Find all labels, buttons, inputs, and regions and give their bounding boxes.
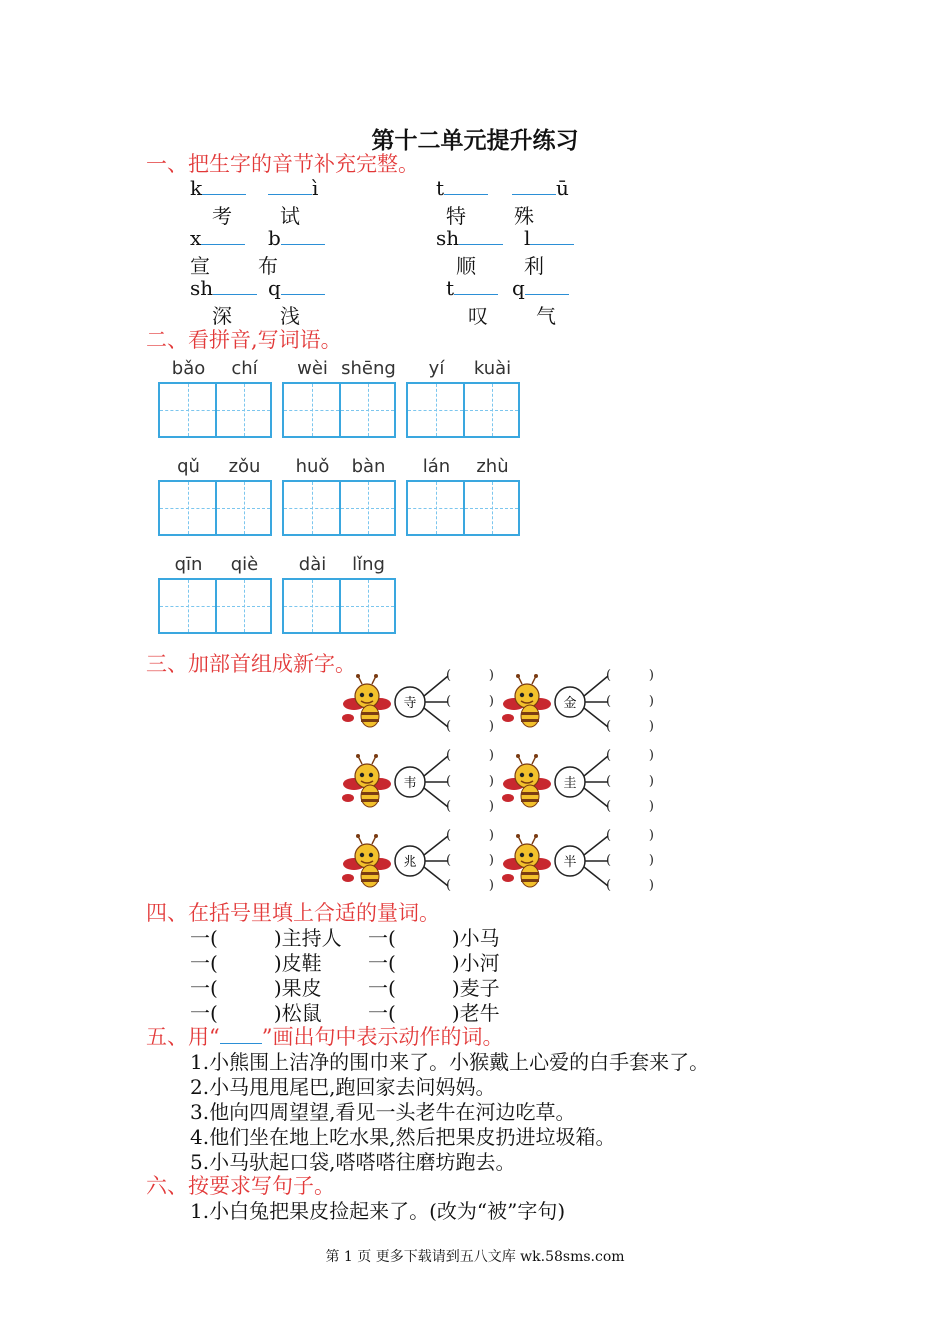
sentence-item: 1.小熊围上洁净的围巾来了。小猴戴上心爱的白手套来了。: [190, 1050, 710, 1074]
answer-blank[interactable]: [201, 226, 245, 245]
radical-group: [502, 834, 608, 887]
base-character: 金: [563, 696, 577, 711]
rewrite-prompt: 1.小白兔把果皮捡起来了。(改为“被”字句): [190, 1199, 566, 1223]
answer-parens[interactable]: ( ): [606, 828, 654, 843]
base-character: 韦: [403, 776, 417, 791]
answer-parens[interactable]: ( ): [606, 878, 654, 893]
hanzi: 深: [212, 304, 232, 328]
answer-blank[interactable]: [281, 276, 325, 295]
writing-grid[interactable]: [158, 578, 272, 634]
writing-grid[interactable]: [406, 382, 520, 438]
pinyin-label: dài: [298, 554, 327, 575]
section-1-heading: 一、把生字的音节补充完整。: [146, 152, 419, 176]
writing-grid[interactable]: [282, 578, 396, 634]
syllable-item: q: [268, 276, 325, 300]
measure-item: 一( )主持人: [190, 926, 342, 950]
sentence-item: 5.小马驮起口袋,嗒嗒嗒往磨坊跑去。: [190, 1150, 516, 1174]
radical-group: [502, 754, 608, 807]
bee-icon: [342, 834, 391, 887]
pinyin-label: qiè: [230, 554, 259, 575]
answer-parens[interactable]: ( ): [606, 799, 654, 814]
radical-group: [502, 674, 608, 727]
pinyin-label: lǐng: [352, 554, 385, 575]
answer-parens[interactable]: ( ): [446, 719, 494, 734]
pinyin-label: qīn: [174, 554, 203, 575]
answer-blank[interactable]: [213, 276, 257, 295]
syllable-item: l: [524, 226, 574, 250]
pinyin-label: yí: [428, 358, 445, 379]
page-footer: 第 1 页 更多下载请到五八文库 wk.58sms.com: [325, 1249, 625, 1265]
syllable-item: b: [268, 226, 325, 250]
pinyin-label: zhù: [476, 456, 509, 477]
sentence-item: 2.小马甩甩尾巴,跑回家去问妈妈。: [190, 1075, 496, 1099]
answer-parens[interactable]: ( ): [606, 668, 654, 683]
measure-item: 一( )麦子: [368, 976, 500, 1000]
answer-blank[interactable]: [512, 176, 556, 195]
answer-parens[interactable]: ( ): [606, 719, 654, 734]
writing-grid[interactable]: [158, 382, 272, 438]
syllable-item: q: [512, 276, 569, 300]
syllable-item: ū: [512, 176, 569, 200]
base-character: 兆: [403, 855, 417, 870]
hanzi: 宣: [190, 254, 210, 278]
section-3-heading: 三、加部首组成新字。: [146, 652, 356, 676]
measure-item: 一( )小马: [368, 926, 500, 950]
base-character: 寺: [403, 696, 417, 711]
pinyin-label: lán: [422, 456, 451, 477]
syllable-item: t: [446, 276, 498, 300]
answer-blank[interactable]: [202, 176, 246, 195]
answer-parens[interactable]: ( ): [606, 853, 654, 868]
syllable-item: ì: [268, 176, 318, 200]
hanzi: 试: [280, 204, 300, 228]
section-2-heading: 二、看拼音,写词语。: [146, 328, 342, 352]
measure-item: 一( )果皮: [190, 976, 322, 1000]
syllable-item: sh: [190, 276, 257, 300]
answer-parens[interactable]: ( ): [606, 694, 654, 709]
sentence-item: 3.他向四周望望,看见一头老牛在河边吃草。: [190, 1100, 576, 1124]
answer-parens[interactable]: ( ): [446, 878, 494, 893]
page-title: 第十二单元提升练习: [371, 127, 579, 154]
pinyin-label: kuài: [473, 358, 512, 379]
pinyin-label: qǔ: [177, 456, 200, 477]
answer-parens[interactable]: ( ): [446, 853, 494, 868]
answer-blank[interactable]: [281, 226, 325, 245]
pinyin-label: chí: [231, 358, 258, 379]
answer-blank[interactable]: [530, 226, 574, 245]
hanzi: 叹: [468, 304, 488, 328]
answer-blank[interactable]: [444, 176, 488, 195]
pinyin-label: zǒu: [228, 456, 261, 477]
writing-grid[interactable]: [282, 382, 396, 438]
radical-group: [342, 674, 448, 727]
answer-blank[interactable]: [459, 226, 503, 245]
answer-parens[interactable]: ( ): [606, 774, 654, 789]
answer-parens[interactable]: ( ): [446, 668, 494, 683]
answer-parens[interactable]: ( ): [446, 828, 494, 843]
pinyin-label: shēng: [341, 358, 396, 379]
hanzi: 利: [524, 254, 544, 278]
bee-icon: [342, 754, 391, 807]
hanzi: 浅: [280, 304, 300, 328]
section-5-heading: 五、用“ ”画出句中表示动作的词。: [146, 1025, 504, 1049]
measure-item: 一( )松鼠: [190, 1001, 322, 1025]
answer-parens[interactable]: ( ): [446, 774, 494, 789]
answer-parens[interactable]: ( ): [606, 748, 654, 763]
pinyin-label: huǒ: [295, 456, 330, 477]
base-character: 圭: [563, 776, 577, 791]
writing-grid[interactable]: [158, 480, 272, 536]
measure-item: 一( )皮鞋: [190, 951, 322, 975]
syllable-item: t: [436, 176, 488, 200]
writing-grid[interactable]: [406, 480, 520, 536]
underline-sample: [220, 1027, 262, 1044]
hanzi: 气: [536, 304, 556, 328]
bee-icon: [502, 754, 551, 807]
radical-group: [342, 754, 448, 807]
base-character: 半: [563, 855, 577, 870]
pinyin-label: bǎo: [171, 358, 206, 379]
answer-blank[interactable]: [525, 276, 569, 295]
hanzi: 布: [258, 254, 278, 278]
hanzi: 考: [212, 204, 232, 228]
answer-parens[interactable]: ( ): [446, 748, 494, 763]
writing-grid[interactable]: [282, 480, 396, 536]
bee-icon: [342, 674, 391, 727]
hanzi: 特: [446, 204, 466, 228]
pinyin-label: bàn: [351, 456, 386, 477]
answer-blank[interactable]: [268, 176, 312, 195]
syllable-item: x: [190, 226, 245, 250]
radical-group: [342, 834, 448, 887]
answer-parens[interactable]: ( ): [446, 694, 494, 709]
answer-parens[interactable]: ( ): [446, 799, 494, 814]
measure-item: 一( )小河: [368, 951, 500, 975]
syllable-item: sh: [436, 226, 503, 250]
sentence-item: 4.他们坐在地上吃水果,然后把果皮扔进垃圾箱。: [190, 1125, 616, 1149]
section-6-heading: 六、按要求写句子。: [146, 1174, 335, 1198]
pinyin-label: wèi: [297, 358, 328, 379]
hanzi: 顺: [456, 254, 476, 278]
bee-icon: [502, 674, 551, 727]
measure-item: 一( )老牛: [368, 1001, 500, 1025]
hanzi: 殊: [514, 204, 534, 228]
answer-blank[interactable]: [454, 276, 498, 295]
syllable-item: k: [190, 176, 246, 200]
section-4-heading: 四、在括号里填上合适的量词。: [146, 901, 440, 925]
bee-icon: [502, 834, 551, 887]
